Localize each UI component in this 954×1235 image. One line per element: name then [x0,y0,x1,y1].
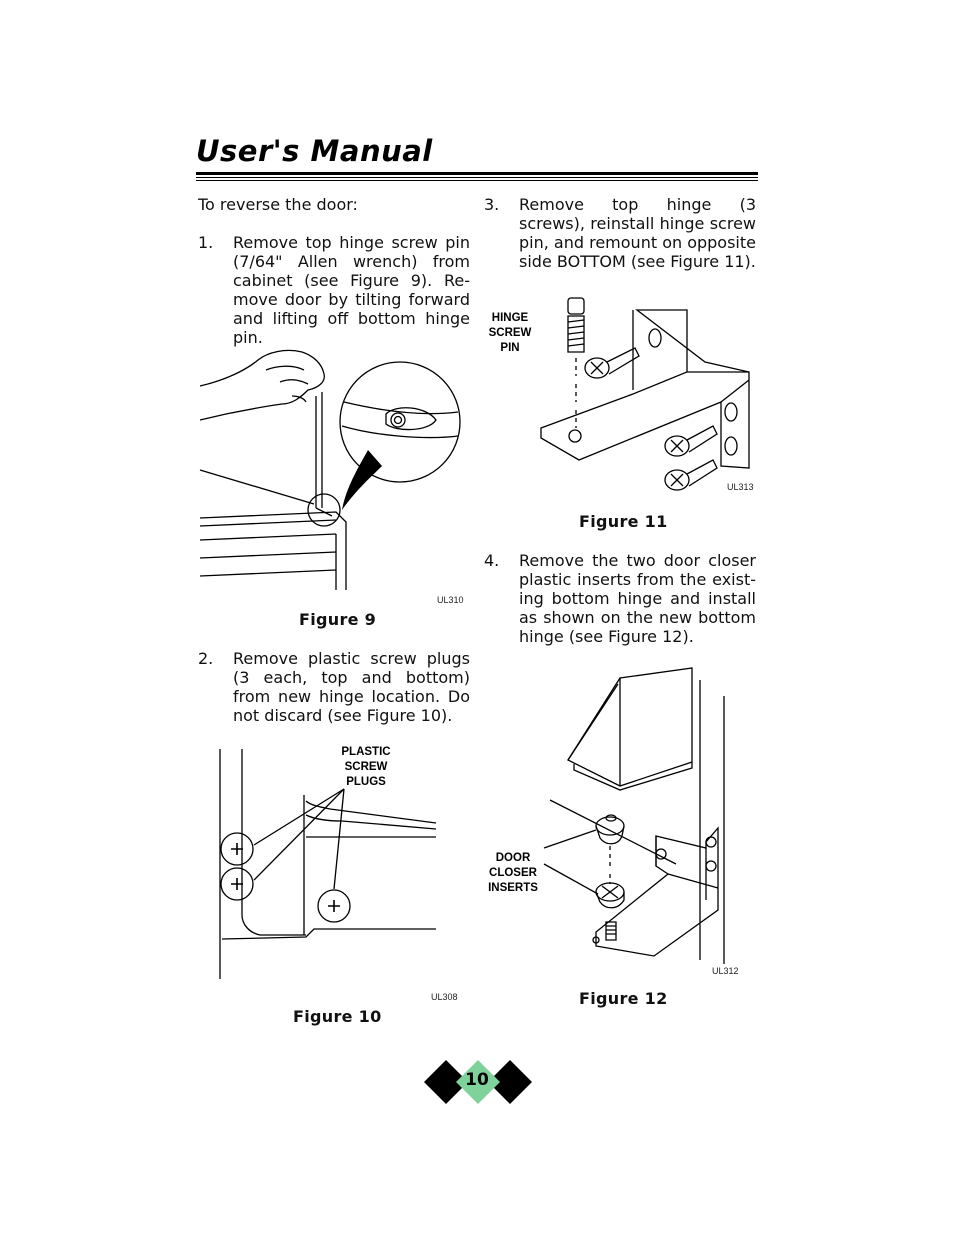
figure-9-caption: Figure 9 [299,610,377,629]
intro-text: To reverse the door: [198,195,358,214]
figure-12-code: UL312 [712,966,739,976]
figure-12-illustration [540,660,750,970]
hinge-screw-pin-label: HINGE SCREW PIN [488,312,532,354]
figure-10-caption: Figure 10 [293,1007,382,1026]
figure-9-code: UL310 [437,595,464,605]
step-1 [198,233,470,347]
page-title: User's Manual [196,134,433,168]
figure-10-code: UL308 [431,992,458,1002]
step-3-text: Remove top hinge (3 screws), reinstall hinge screw pin, and remount on opposite side BOTTOM (see Figure 11). [519,195,756,271]
door-closer-inserts-label: DOOR CLOSER INSERTS [488,852,538,894]
step-2-number: 2. [198,649,214,668]
step-2-text: Remove plastic screw plugs (3 each, top and bottom) from new hinge location. Do not discard (see Figure 10). [233,649,470,725]
step-3 [484,195,756,271]
figure-9-illustration [196,340,476,600]
figure-10-illustration [210,745,450,985]
step-1-number: 1. [198,233,214,252]
step-4 [484,551,756,646]
figure-12-caption: Figure 12 [579,989,668,1008]
page-number: 10 [465,1070,489,1090]
step-4-number: 4. [484,551,500,570]
figure-11-code: UL313 [727,482,754,492]
step-2 [198,649,470,725]
step-4-text: Remove the two door closer plastic inserts from the exist-ing bottom hinge and install as shown on the new bottom hinge (see Figure 12). [519,551,756,646]
step-3-number: 3. [484,195,500,214]
plastic-screw-plugs-label: PLASTIC SCREW PLUGS [341,746,391,788]
figure-11-caption: Figure 11 [579,512,668,531]
title-rule-thin [196,177,758,178]
figure-11-illustration [535,290,765,500]
title-rule [196,172,758,175]
title-rule-thin-2 [196,180,758,181]
step-1-text: Remove top hinge screw pin (7/64" Allen wrench) from cabinet (see Figure 9). Re-move door by tilting forward and lifting off bottom hinge pin. [233,233,470,347]
